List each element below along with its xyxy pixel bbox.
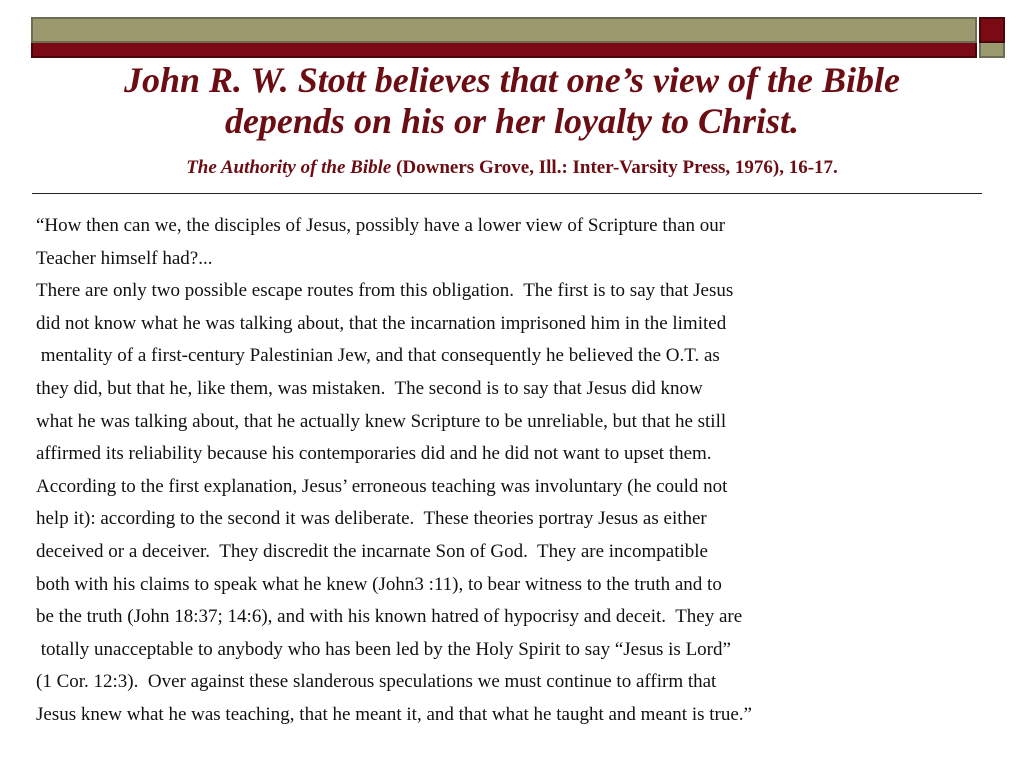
quote-line: they did, but that he, like them, was mistaken. The second is to say that Jesus did know xyxy=(36,377,703,399)
header-olive-square xyxy=(979,43,1005,58)
quote-line: Teacher himself had?... xyxy=(36,247,213,269)
citation-publication: (Downers Grove, Ill.: Inter-Varsity Press, 1976), 16-17. xyxy=(391,157,838,178)
citation-book-title: The Authority of the Bible xyxy=(186,157,392,178)
quote-line: “How then can we, the disciples of Jesus, possibly have a lower view of Scripture than our xyxy=(36,215,726,236)
quote-body xyxy=(36,210,996,732)
header-maroon-square xyxy=(979,17,1005,43)
title-line-2: depends on his or her loyalty to Christ. xyxy=(224,101,800,141)
quote-line: both with his claims to speak what he knew (John3 :11), to bear witness to the truth and to xyxy=(36,573,722,595)
citation xyxy=(20,156,1004,180)
quote-line: deceived or a deceiver. They discredit the incarnate Son of God. They are incompatible xyxy=(36,540,708,562)
quote-line: Jesus knew what he was teaching, that he meant it, and that what he taught and meant is true.” xyxy=(36,703,752,725)
quote-line: mentality of a first-century Palestinian Jew, and that consequently he believed the O.T. as xyxy=(36,345,720,367)
divider-rule xyxy=(32,193,982,194)
quote-line: There are only two possible escape routes from this obligation. The first is to say that Jesus xyxy=(36,280,734,302)
quote-line: be the truth (John 18:37; 14:6), and with his known hatred of hypocrisy and deceit. They are xyxy=(36,606,743,628)
header-maroon-bar xyxy=(31,43,977,58)
quote-line: help it): according to the second it was deliberate. These theories portray Jesus as either xyxy=(36,508,707,530)
quote-line: (1 Cor. 12:3). Over against these slanderous speculations we must continue to affirm that xyxy=(36,671,717,693)
title-line-1: John R. W. Stott believes that one’s view of the Bible xyxy=(123,60,900,100)
header-olive-bar xyxy=(31,17,977,43)
quote-line: did not know what he was talking about, that the incarnation imprisoned him in the limited xyxy=(36,312,727,334)
quote-line: totally unacceptable to anybody who has been led by the Holy Spirit to say “Jesus is Lord” xyxy=(36,638,731,660)
quote-line: According to the first explanation, Jesus’ erroneous teaching was involuntary (he could not xyxy=(36,475,728,497)
quote-line: affirmed its reliability because his contemporaries did and he did not want to upset them. xyxy=(36,443,712,465)
slide-title xyxy=(20,60,1004,142)
quote-line: what he was talking about, that he actually knew Scripture to be unreliable, but that he still xyxy=(36,410,727,432)
